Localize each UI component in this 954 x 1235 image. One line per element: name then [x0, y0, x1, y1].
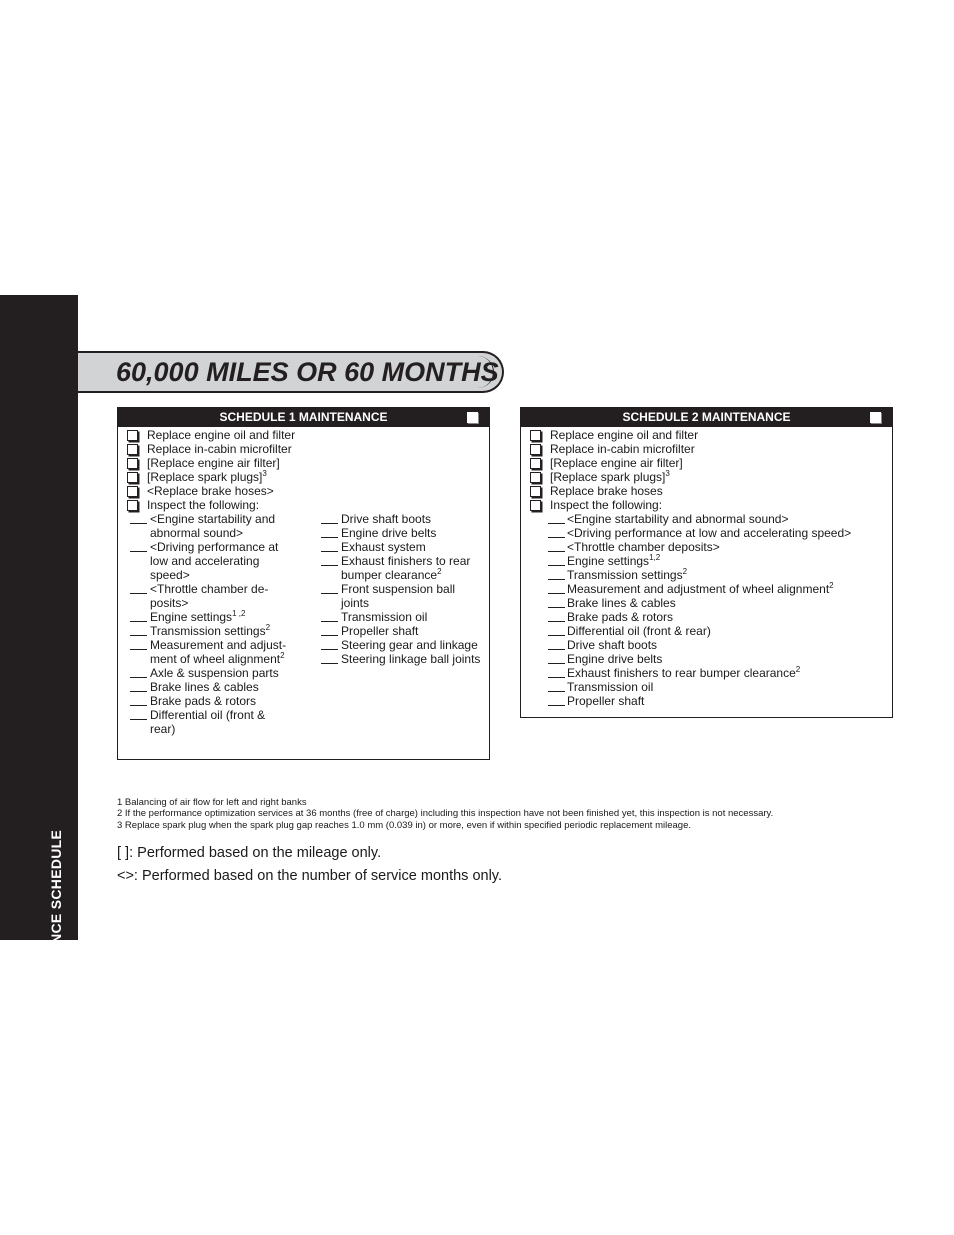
section-label: MAINTENANCE SCHEDULE: [48, 829, 64, 1021]
check-line[interactable]: [548, 621, 565, 622]
check-line[interactable]: [130, 677, 147, 678]
check-line[interactable]: [548, 579, 565, 580]
checklist-item-label: [Replace engine air filter]: [550, 456, 683, 470]
checkbox-icon[interactable]: [530, 472, 541, 483]
inspect-item-label: <Throttle chamber deposits>: [567, 540, 720, 554]
footnote-ref: 2: [829, 581, 834, 590]
check-line[interactable]: [548, 705, 565, 706]
checkbox-icon[interactable]: [127, 430, 138, 441]
inspect-item-label: Transmission oil: [341, 610, 428, 624]
checklist-item-label: <Replace brake hoses>: [147, 484, 274, 498]
checklist-item: [147, 442, 292, 456]
inspect-item: [341, 512, 431, 526]
checklist-item: [147, 470, 267, 484]
inspect-item-label: Differential oil (front & rear): [567, 624, 711, 638]
inspect-item-label: Steering gear and linkage: [341, 638, 478, 652]
inspect-item-label: bumper clearance: [341, 568, 438, 582]
inspect-item: [567, 512, 788, 526]
inspect-item-label: Brake pads & rotors: [150, 694, 257, 708]
checklist-item: [550, 442, 695, 456]
footnote-ref: 1,2: [649, 553, 661, 562]
checklist-item: [147, 428, 295, 442]
inspect-item: [567, 568, 687, 582]
checkbox-icon[interactable]: [127, 458, 138, 469]
inspect-item: [150, 652, 285, 666]
inspect-item-label: joints: [341, 596, 370, 610]
inspect-item: [341, 652, 480, 666]
check-line[interactable]: [130, 523, 147, 524]
inspect-item: [341, 568, 442, 582]
check-line[interactable]: [130, 551, 147, 552]
check-line[interactable]: [321, 649, 338, 650]
inspect-item: [341, 638, 478, 652]
checklist-item-label: Replace engine oil and filter: [147, 428, 296, 442]
side-tab: [0, 295, 78, 1179]
footnote-ref: 2: [437, 567, 442, 576]
inspect-item-label: Drive shaft boots: [341, 512, 432, 526]
footnote-2: 2 If the performance optimization services at 36 months (free of charge) including this inspection have not been finished yet, this inspection is not necessary.: [117, 808, 774, 820]
check-line[interactable]: [548, 551, 565, 552]
inspect-item: [341, 596, 369, 610]
checklist-item-label: Inspect the following:: [147, 498, 260, 512]
inspect-item: [150, 526, 243, 540]
inspect-item-label: Engine settings: [150, 610, 233, 624]
inspect-item: [567, 554, 660, 568]
schedule-1-checkbox[interactable]: [467, 412, 478, 423]
inspect-item-label: Front suspension ball: [341, 582, 456, 596]
schedule-1-title: SCHEDULE 1 MAINTENANCE: [219, 410, 388, 424]
check-line[interactable]: [321, 537, 338, 538]
inspect-item-label: Differential oil (front &: [150, 708, 266, 722]
inspect-item: [150, 568, 190, 582]
inspect-item: [341, 554, 470, 568]
inspect-item-label: Engine drive belts: [341, 526, 437, 540]
inspect-item: [150, 582, 268, 596]
inspect-item-label: Engine drive belts: [567, 652, 663, 666]
check-line[interactable]: [130, 621, 147, 622]
inspect-item-label: Brake pads & rotors: [567, 610, 674, 624]
inspect-item: [150, 680, 259, 694]
checkbox-icon[interactable]: [127, 500, 138, 511]
checklist-item: [550, 498, 662, 512]
check-line[interactable]: [321, 621, 338, 622]
footnote-ref: 1 ,2: [232, 609, 246, 618]
inspect-item: [150, 666, 279, 680]
inspect-item: [567, 526, 851, 540]
check-line[interactable]: [548, 649, 565, 650]
inspect-item-label: <Throttle chamber de-: [150, 582, 269, 596]
footnote-3: 3 Replace spark plug when the spark plug gap reaches 1.0 mm (0.039 in) or more, even if within specified periodic replacement mileage.: [117, 819, 691, 831]
checklist-item-label: Replace in-cabin microfilter: [147, 442, 292, 456]
schedule-1-box: [117, 407, 490, 760]
inspect-item-label: <Engine startability and abnormal sound>: [567, 512, 789, 526]
inspect-item-label: Steering linkage ball joints: [341, 652, 481, 666]
inspect-item: [341, 540, 426, 554]
checklist-item-label: Inspect the following:: [550, 498, 663, 512]
check-line[interactable]: [548, 635, 565, 636]
check-line[interactable]: [548, 607, 565, 608]
inspect-item-label: Transmission settings: [567, 568, 683, 582]
check-line[interactable]: [321, 523, 338, 524]
inspect-item: [150, 512, 275, 526]
check-line[interactable]: [548, 663, 565, 664]
inspect-item: [567, 680, 653, 694]
checkbox-icon[interactable]: [530, 458, 541, 469]
checklist-item-label: Replace in-cabin microfilter: [550, 442, 695, 456]
footnote-ref: 3: [665, 469, 670, 478]
inspect-item-label: Exhaust finishers to rear: [341, 554, 471, 568]
check-line[interactable]: [321, 593, 338, 594]
inspect-item-label: Axle & suspension parts: [150, 666, 279, 680]
inspect-item: [341, 582, 455, 596]
inspect-item-label: ment of wheel alignment: [150, 652, 281, 666]
footnote-ref: 2: [280, 651, 285, 660]
inspect-item: [567, 652, 662, 666]
inspect-item-label: rear): [150, 722, 176, 736]
inspect-item: [567, 596, 676, 610]
checkbox-icon[interactable]: [530, 486, 541, 497]
check-line[interactable]: [130, 705, 147, 706]
inspect-item: [341, 610, 427, 624]
checklist-item: [550, 484, 663, 498]
checklist-item-label: [Replace spark plugs]: [147, 470, 263, 484]
check-line[interactable]: [130, 635, 147, 636]
inspect-item-label: Transmission oil: [567, 680, 654, 694]
checklist-item-label: [Replace spark plugs]: [550, 470, 666, 484]
footnote-1: 1 Balancing of air flow for left and right banks: [117, 797, 307, 808]
inspect-item: [341, 624, 418, 638]
check-line[interactable]: [130, 593, 147, 594]
checklist-item: [147, 498, 259, 512]
inspect-item: [150, 722, 175, 736]
footnote-ref: 2: [682, 567, 688, 576]
checklist-item: [147, 456, 280, 470]
check-line[interactable]: [130, 691, 147, 692]
checkbox-icon[interactable]: [127, 472, 138, 483]
inspect-item: [567, 624, 711, 638]
inspect-item: [567, 666, 800, 680]
inspect-item-label: abnormal sound>: [150, 526, 244, 540]
inspect-item-label: <Engine startability and: [150, 512, 276, 526]
check-line[interactable]: [548, 677, 565, 678]
checkbox-icon[interactable]: [530, 430, 541, 441]
check-line[interactable]: [548, 537, 565, 538]
inspect-item-label: Measurement and adjust-: [150, 638, 287, 652]
inspect-item: [567, 582, 834, 596]
schedule-2-header: [521, 408, 892, 427]
inspect-item: [341, 526, 436, 540]
page-title: 60,000 MILES OR 60 MONTHS: [116, 357, 499, 387]
schedule-2-box: [520, 407, 893, 718]
inspect-item-label: <Driving performance at: [150, 540, 279, 554]
inspect-item: [567, 610, 673, 624]
inspect-item: [150, 708, 265, 722]
footnotes: [117, 797, 773, 831]
check-line[interactable]: [548, 565, 565, 566]
inspect-item-label: Propeller shaft: [567, 694, 645, 708]
checklist-item: [550, 428, 698, 442]
check-line[interactable]: [548, 593, 565, 594]
inspect-item-label: Exhaust system: [341, 540, 426, 554]
inspect-item-label: speed>: [150, 568, 190, 582]
inspect-item-label: Engine settings: [567, 554, 650, 568]
check-line[interactable]: [321, 635, 338, 636]
inspect-item: [150, 624, 270, 638]
check-line[interactable]: [130, 719, 147, 720]
inspect-item: [150, 596, 188, 610]
check-line[interactable]: [321, 551, 338, 552]
footnote-ref: 2: [795, 665, 801, 674]
inspect-item: [150, 610, 245, 624]
inspect-item: [567, 694, 644, 708]
inspect-item-label: Drive shaft boots: [567, 638, 658, 652]
check-line[interactable]: [321, 565, 338, 566]
inspect-item: [150, 638, 286, 652]
checkbox-icon[interactable]: [530, 444, 541, 455]
checklist-item-label: Replace brake hoses: [550, 484, 663, 498]
checkbox-icon[interactable]: [127, 444, 138, 455]
inspect-item-label: Exhaust finishers to rear bumper clearance: [567, 666, 796, 680]
page-number: 64: [52, 1163, 68, 1179]
inspect-item-label: Brake lines & cables: [150, 680, 259, 694]
checklist-item-label: Replace engine oil and filter: [550, 428, 699, 442]
check-line[interactable]: [130, 649, 147, 650]
checklist-item: [550, 470, 670, 484]
legend-months: <>: Performed based on the number of service months only.: [117, 868, 502, 884]
checklist-item: [550, 456, 683, 470]
schedule-1-header: [118, 408, 489, 427]
inspect-item-label: Transmission settings: [150, 624, 266, 638]
footnote-ref: 2: [265, 623, 271, 632]
inspect-item: [150, 694, 256, 708]
schedule-2-checkbox[interactable]: [870, 412, 881, 423]
footnote-ref: 3: [262, 469, 267, 478]
check-line[interactable]: [321, 663, 338, 664]
inspect-item-label: Propeller shaft: [341, 624, 419, 638]
checklist-item-label: [Replace engine air filter]: [147, 456, 280, 470]
inspect-item-label: low and accelerating: [150, 554, 260, 568]
checkbox-icon[interactable]: [530, 500, 541, 511]
check-line[interactable]: [548, 691, 565, 692]
inspect-item-label: posits>: [150, 596, 189, 610]
check-line[interactable]: [548, 523, 565, 524]
inspect-item-label: Measurement and adjustment of wheel alignment: [567, 582, 830, 596]
title-banner: [78, 351, 504, 393]
inspect-item: [567, 540, 720, 554]
checklist-item: [147, 484, 274, 498]
inspect-item: [150, 540, 278, 554]
inspect-item: [150, 554, 259, 568]
legend-mileage: [ ]: Performed based on the mileage only.: [117, 845, 382, 861]
schedule-2-title: SCHEDULE 2 MAINTENANCE: [622, 410, 791, 424]
inspect-item-label: Brake lines & cables: [567, 596, 676, 610]
checkbox-icon[interactable]: [127, 486, 138, 497]
inspect-item-label: <Driving performance at low and accelerating speed>: [567, 526, 852, 540]
inspect-item: [567, 638, 657, 652]
